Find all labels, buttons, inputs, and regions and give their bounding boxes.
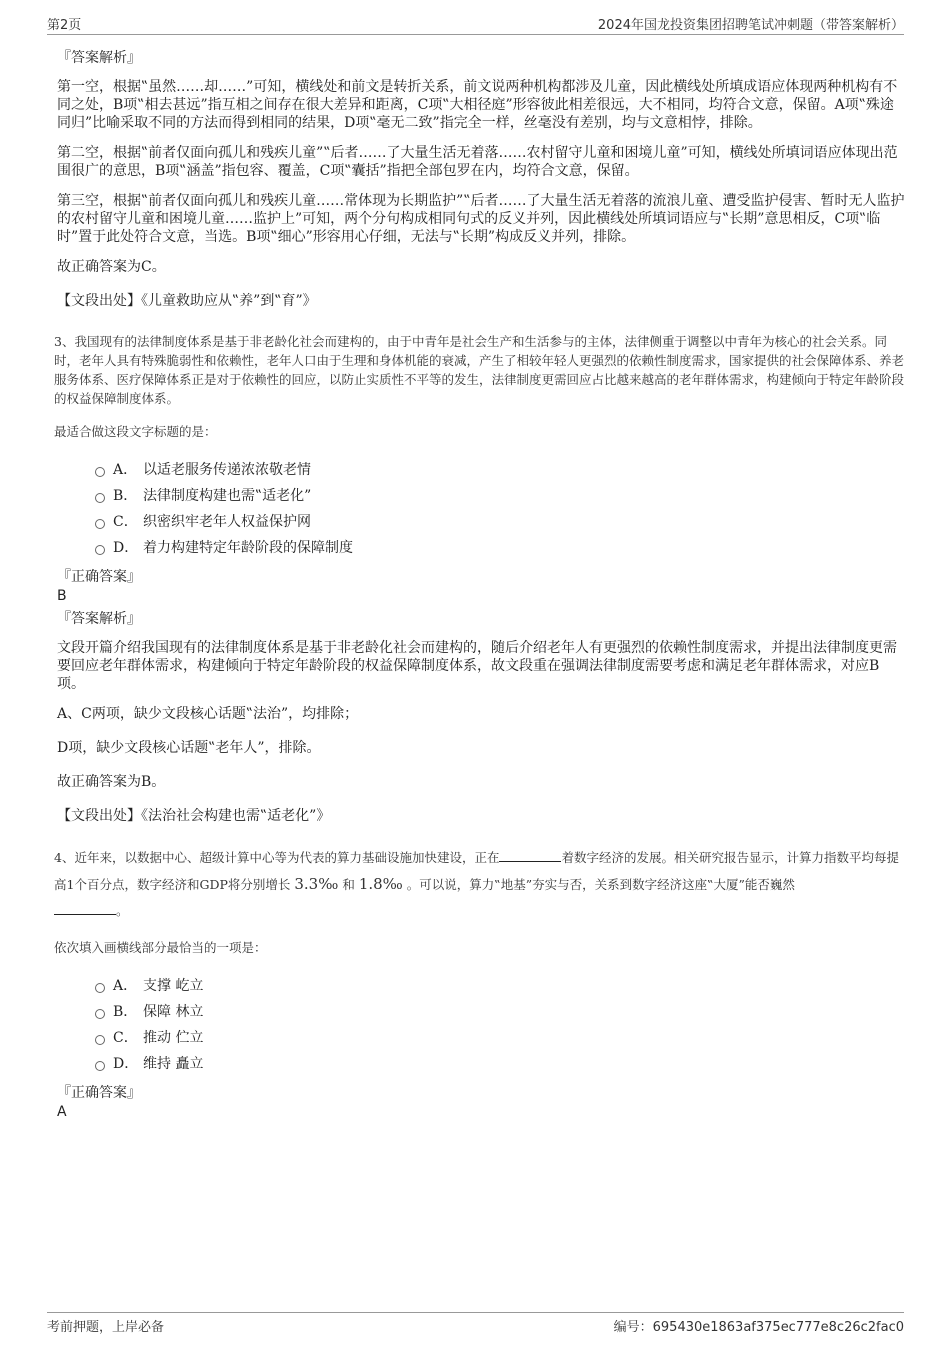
question-3 [54,332,907,825]
correct-answer: B [57,588,67,604]
option-c[interactable]: C． 推动 伫立 [95,1025,907,1051]
question-prompt: 最适合做这段文字标题的是： [54,424,217,439]
option-d[interactable]: D． 维持 矗立 [95,1051,907,1077]
question-text: 4、近年来，以数据中心、超级计算中心等为代表的算力基础设施加快建设，正在 着数字经济的发展。相关研究报告显示，计算力指数平均每提高1个百分点，数字经济和GDP将分别增长 3.3‰ 和 1.8‰ 。可以说，算力‟地基”夯实与否，关系到数字经济这座‟大厦”能否巍然 。 [54,850,899,918]
analysis-label: 『答案解析』 [57,50,141,66]
page-header [47,14,904,35]
page-number: 第2页 [47,18,82,33]
options-list [95,973,907,1077]
option-a[interactable]: A． 以适老服务传递浓浓敬老情 [95,457,907,483]
option-a[interactable]: A． 支撑 屹立 [95,973,907,999]
question-prompt: 依次填入画横线部分最恰当的一项是： [54,940,267,955]
value-1: 3.3‰ [294,875,339,893]
blank-line [54,903,116,915]
document-title: 2024年国龙投资集团招聘笔试冲刺题（带答案解析） [597,18,904,33]
q2-analysis [57,48,907,310]
analysis-paragraph: 第三空，根据‟前者仅面向孤儿和残疾儿童……常体现为长期监护”‟后者……了大量生活无着落的流浪儿童、遭受监护侵害、暂时无人监护的农村留守儿童和困境儿童……监护上”可知，两个分句构成相同句式的反义并列，因此横线处所填词语应与‟长期”意思相反，C项‟临时”置于此处符合文意，当选。B项‟细心”形容用心仔细，无法与‟长期”构成反义并列，排除。 [57,193,905,245]
page-footer [47,1312,904,1335]
option-b[interactable]: B． 保障 林立 [95,999,907,1025]
correct-answer-label: 『正确答案』 [57,569,141,585]
question-4 [54,845,907,1121]
correct-answer: A [57,1104,67,1120]
option-d[interactable]: D． 着力构建特定年龄阶段的保障制度 [95,535,907,561]
analysis-paragraph: 第二空，根据‟前者仅面向孤儿和残疾儿童”‟后者……了大量生活无着落……农村留守儿童和困境儿童”可知，横线处所填词语应体现出范围很广的意思，B项‟涵盖”指包容、覆盖，C项‟囊括”指把全部包罗在内，均符合文意，保留。 [57,145,898,179]
radio-icon[interactable] [95,983,105,993]
page-content [54,46,907,1125]
question-text: 3、我国现有的法律制度体系是基于非老龄化社会而建构的，由于中青年是社会生产和生活参与的主体，法律侧重于调整以中青年为核心的社会关系。同时，老年人具有特殊脆弱性和依赖性，老年人口由于生理和身体机能的衰减，产生了相较年轻人更强烈的依赖性制度需求，国家提供的社会保障体系、养老服务体系、医疗保障体系正是对于依赖性的回应，以防止实质性不平等的发生，法律制度更需回应占比越来越高的老年群体需求，构建倾向于特定年龄阶段的权益保障制度体系。 [54,334,905,406]
radio-icon[interactable] [95,519,105,529]
footer-slogan: 考前押题，上岸必备 [47,1320,165,1335]
analysis-paragraph: 文段开篇介绍我国现有的法律制度体系是基于非老龄化社会而建构的，随后介绍老年人有更强烈的依赖性制度需求，并提出法律制度更需要回应老年群体需求，构建倾向于特定年龄阶段的权益保障制度体系，故文段重在强调法律制度需要考虑和满足老年群体需求，对应B项。 [57,640,897,692]
conclusion: 故正确答案为C。 [57,259,166,275]
radio-icon[interactable] [95,1061,105,1071]
blank-line [499,850,561,862]
radio-icon[interactable] [95,545,105,555]
value-2: 1.8‰ [358,875,403,893]
source: 【文段出处】《儿童救助应从‟养”到‟育”》 [57,293,317,309]
radio-icon[interactable] [95,1035,105,1045]
radio-icon[interactable] [95,1009,105,1019]
source: 【文段出处】《法治社会构建也需‟适老化”》 [57,808,331,824]
options-list [95,457,907,561]
option-b[interactable]: B． 法律制度构建也需‟适老化” [95,483,907,509]
option-c[interactable]: C． 织密织牢老年人权益保护网 [95,509,907,535]
analysis-paragraph: D项，缺少文段核心话题‟老年人”，排除。 [57,740,321,756]
analysis-paragraph: A、C两项，缺少文段核心话题‟法治”，均排除； [57,706,359,722]
analysis-label: 『答案解析』 [57,611,141,627]
analysis-paragraph: 第一空，根据‟虽然……却……”可知，横线处和前文是转折关系，前文说两种机构都涉及儿童，因此横线处所填成语应体现两种机构有不同之处，B项‟相去甚远”指互相之间存在很大差异和距离，C项‟大相径庭”形容彼此相差很远，大不相同，均符合文意，保留。A项‟殊途同归”比喻采取不同的方法而得到相同的结果，D项‟毫无二致”指完全一样，丝毫没有差别，均与文意相悖，排除。 [57,79,898,131]
radio-icon[interactable] [95,493,105,503]
conclusion: 故正确答案为B。 [57,774,166,790]
correct-answer-label: 『正确答案』 [57,1085,141,1101]
radio-icon[interactable] [95,467,105,477]
document-code: 编号：695430e1863af375ec777e8c26c2fac0 [613,1320,904,1335]
